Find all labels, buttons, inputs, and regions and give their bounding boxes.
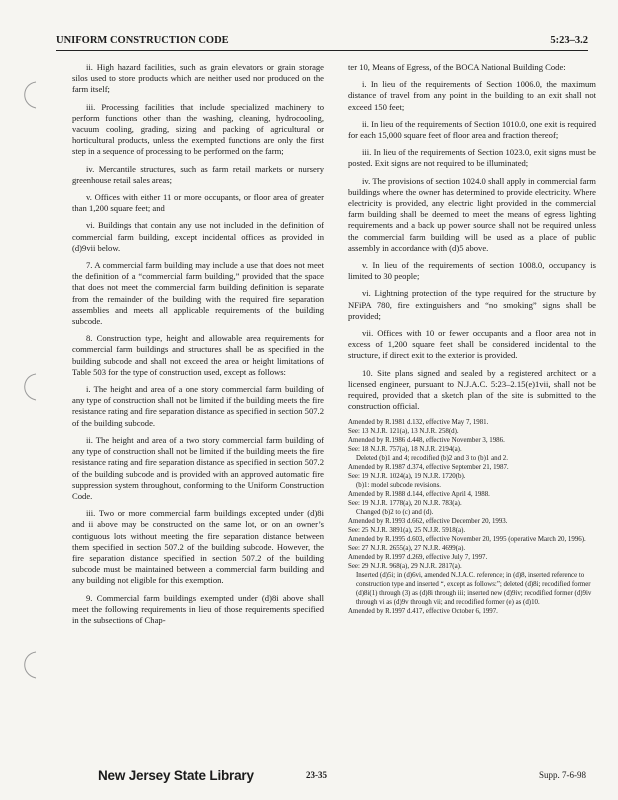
paragraph: iii. Two or more commercial farm buildings excepted under (d)8i and ii above may be constructed on the same lot, or on an owner’s contiguous lots without meeting the fire separation distance between them specified in section 507.2 of the building subcode. However, the fire separation distance specified in section 507.2 of the building subcode must be maintained between a commercial farm building and any building not eligible for this exemption. (72, 508, 324, 586)
history-note: (b)1: model subcode revisions. (356, 482, 441, 490)
paragraph: vi. Lightning protection of the type required for the structure by NFiPA 780, fire extinguishers and “no smoking” signs shall be provided; (348, 288, 596, 321)
running-header (56, 34, 588, 51)
library-stamp: New Jersey State Library (98, 768, 254, 783)
punch-hole-icon (18, 372, 40, 402)
paragraph: iii. Processing facilities that include specialized machinery to perform functions other than the washing, cleaning, hydrocooling, vacuum cooling, grading, sizing and packing of agricultural or horticultural products, unless the exempted functions are only the first step in a sequence of processing to be performed on the farm; (72, 101, 324, 157)
history-notes (348, 418, 596, 616)
paragraph: 9. Commercial farm buildings exempted under (d)8i above shall meet the following requirements in lieu of those requirements specified in the subsections of Chap- (72, 592, 324, 625)
history-note: Amended by R.1993 d.662, effective December 20, 1993. (348, 518, 508, 526)
chapter-title: UNIFORM CONSTRUCTION CODE (56, 35, 229, 46)
punch-hole-icon (18, 650, 40, 680)
paragraph: ter 10, Means of Egress, of the BOCA National Building Code: (348, 62, 566, 72)
history-note: See: 19 N.J.R. 1024(a), 19 N.J.R. 1720(b). (348, 473, 466, 481)
paragraph: v. Offices with either 11 or more occupants, or floor area of greater than 1,200 square feet; and (72, 192, 324, 214)
page-number: 23-35 (306, 770, 327, 780)
paragraph: i. The height and area of a one story commercial farm building of any type of construction shall not be limited if the building meets the fire resistance rating and fire separation distance as specified in section 507.2 of the building subcode. (72, 384, 324, 428)
supplement-date: Supp. 7-6-98 (539, 770, 586, 780)
history-note: Changed (b)2 to (c) and (d). (356, 509, 434, 517)
page-footer (0, 768, 618, 788)
paragraph: ii. The height and area of a two story commercial farm building of any type of construction shall not be limited if the building meets the fire resistance rating and fire separation distance as specified in section 507.2 of the building subcode and is provided with an approved automatic fire suppression system throughout, conforming to the Uniform Construction Code. (72, 434, 324, 501)
paragraph: vii. Offices with 10 or fewer occupants and a floor area not in excess of 1,200 square feet shall be considered incidental to the structure, if direct exit to the exterior is provided. (348, 328, 596, 361)
paragraph: 7. A commercial farm building may include a use that does not meet the definition of a “commercial farm building,” provided that the space that does not meet the commercial farm building definition is separate from the remainder of the building with the required fire separation assemblies and meets all applicable requirements of the building subcode. (72, 260, 324, 327)
history-note: See: 25 N.J.R. 3891(a), 25 N.J.R. 5918(a). (348, 527, 466, 535)
paragraph: v. In lieu of the requirements of section 1008.0, occupancy is limited to 30 people; (348, 260, 596, 282)
history-note: Amended by R.1981 d.132, effective May 7, 1981. (348, 419, 489, 427)
history-note: See: 18 N.J.R. 757(a), 18 N.J.R. 2194(a). (348, 446, 462, 454)
right-column (348, 62, 596, 616)
paragraph: vi. Buildings that contain any use not included in the definition of commercial farm building, except incidental offices as provided in (d)9vii below. (72, 220, 324, 253)
left-column (72, 62, 324, 632)
history-note: Amended by R.1997 d.269, effective July 7, 1997. (348, 554, 488, 562)
history-note: See: 13 N.J.R. 121(a), 13 N.J.R. 258(d). (348, 428, 459, 436)
paragraph: iv. The provisions of section 1024.0 shall apply in commercial farm buildings where the owner has determined to provide electricity. Where electricity is provided, any electric light provided in the commercial farm building shall be deemed to meet the means of egress lighting requirements and a back up power source shall not be required unless the commercial farm building will be used as a place of public assembly in accordance with (d)5 above. (348, 175, 596, 253)
history-note: Amended by R.1987 d.374, effective September 21, 1987. (348, 464, 509, 472)
history-note: Amended by R.1997 d.417, effective October 6, 1997. (348, 608, 498, 616)
history-note: Deleted (b)1 and 4; recodified (b)2 and 3 to (b)1 and 2. (356, 455, 508, 463)
paragraph: i. In lieu of the requirements of Section 1006.0, the maximum distance of travel from any point in the building to an exit shall not exceed 150 feet; (348, 79, 596, 112)
section-number: 5:23–3.2 (550, 35, 588, 46)
paragraph: iii. In lieu of the requirements of Section 1023.0, exit signs must be posted. Exit signs are not required to be illuminated; (348, 147, 596, 169)
paragraph: ii. High hazard facilities, such as grain elevators or grain storage silos used to store products which are neither used nor produced on the farm itself; (72, 62, 324, 95)
history-note: Inserted (d)5i; in (d)6vi, amended N.J.A.C. reference; in (d)8, inserted reference to construction type and inserted “, except as follows:”; deleted (d)8i; recodified former (d)8i(1) through (3) as (d)8i through iii; inserted new (d)9iv; recodified former (d)9iv through vi as (d)9v through vii; and recodified former (e) as (d)10. (356, 572, 592, 607)
history-note: Amended by R.1986 d.448, effective November 3, 1986. (348, 437, 505, 445)
paragraph: iv. Mercantile structures, such as farm retail markets or nursery greenhouse retail sales areas; (72, 163, 324, 185)
history-note: Amended by R.1995 d.603, effective November 20, 1995 (operative March 20, 1996). (348, 536, 586, 544)
paragraph: ii. In lieu of the requirements of Section 1010.0, one exit is required for each 15,000 square feet of floor area and fraction thereof; (348, 118, 596, 141)
punch-hole-icon (18, 80, 40, 110)
history-note: See: 27 N.J.R. 2655(a), 27 N.J.R. 4699(a). (348, 545, 466, 553)
history-note: Amended by R.1988 d.144, effective April 4, 1988. (348, 491, 490, 499)
history-note: See: 29 N.J.R. 968(a), 29 N.J.R. 2817(a). (348, 563, 462, 571)
paragraph: 10. Site plans signed and sealed by a registered architect or a licensed engineer, pursuant to N.J.A.C. 5:23–2.15(e)1vii, shall not be required, provided that a sketch plan of the site is submitted to the construction official. (348, 367, 596, 412)
paragraph: 8. Construction type, height and allowable area requirements for commercial farm buildings and structures shall be as specified in the building subcode and shall not exceed the area or height limitations of Table 503 for the type of construction used, except as follows: (72, 333, 324, 377)
history-note: See: 19 N.J.R. 1778(a), 20 N.J.R. 783(a). (348, 500, 462, 508)
